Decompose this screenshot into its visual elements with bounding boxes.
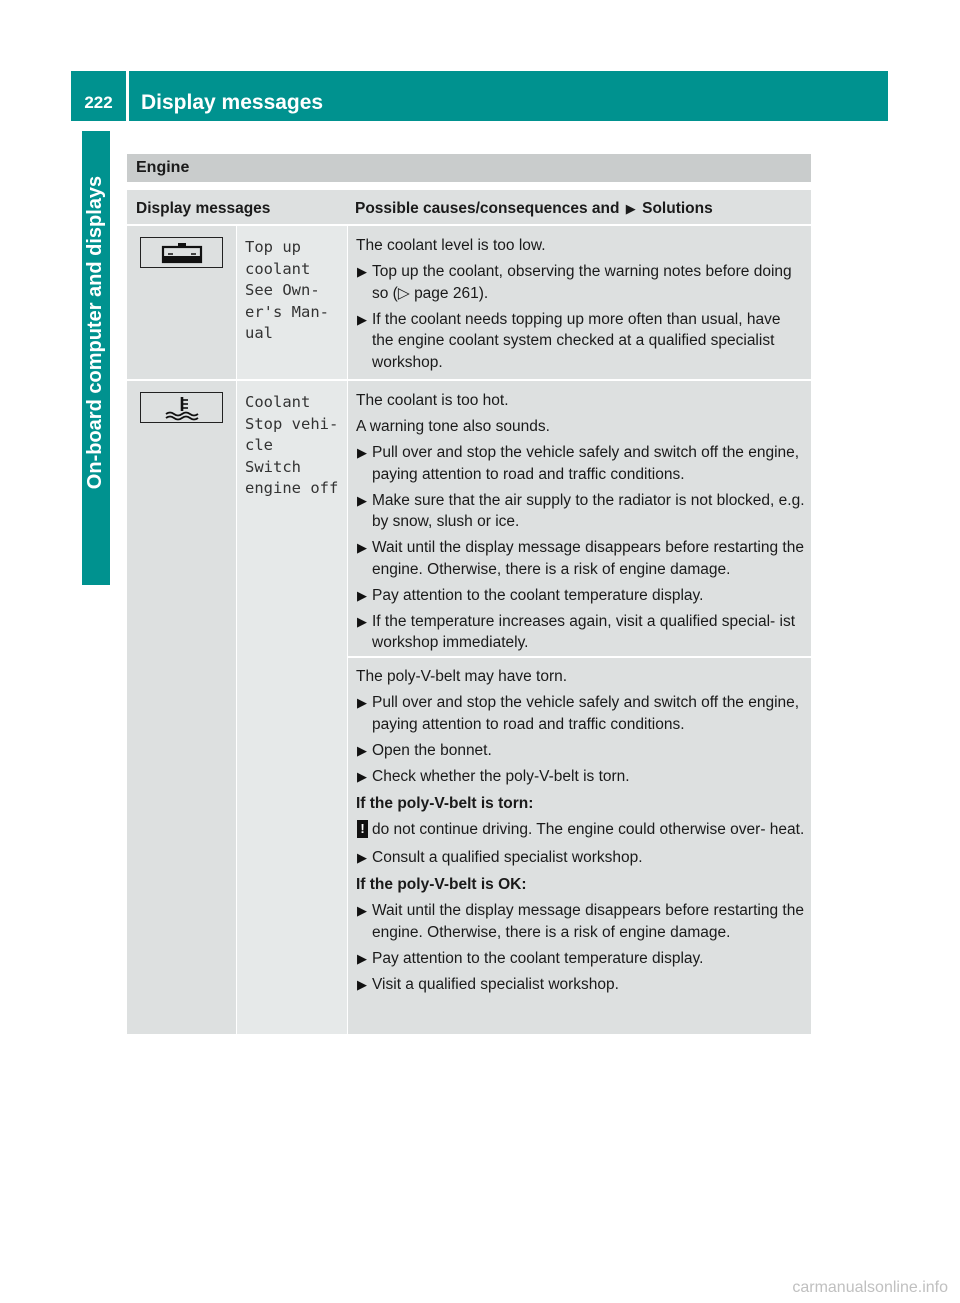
step-arrow-icon: ▶	[357, 587, 367, 603]
step-text: Pay attention to the coolant temperature display.	[372, 949, 704, 967]
step-arrow-icon: ▶	[357, 613, 367, 629]
step-arrow-icon: ▶	[357, 540, 367, 555]
condition-heading: If the poly-V-belt is OK:	[356, 876, 527, 893]
cause-text: The poly-V-belt may have torn.	[356, 668, 568, 685]
step-text: Top up the coolant, observing the warning notes before doing so (▷ page 261).	[372, 263, 792, 302]
row2-message-cell	[237, 381, 347, 1034]
list-item	[356, 692, 805, 735]
row3-solutions-cell	[348, 658, 811, 1034]
step-arrow-icon: ▶	[357, 903, 367, 918]
warning-text: do not continue driving. The engine could otherwise over‑ heat.	[372, 821, 805, 838]
step-text: Pay attention to the coolant temperature display.	[372, 586, 704, 604]
column-header-causes	[355, 200, 713, 218]
row2-solutions-cell	[348, 381, 811, 656]
row1-icon-cell	[127, 226, 236, 379]
section-title: Engine	[127, 154, 811, 182]
step-text: Wait until the display message disappears before restarting the engine. Otherwise, there is a risk of engine damage.	[372, 902, 804, 941]
cause-text: The coolant is too hot.	[356, 392, 509, 409]
list-item	[356, 974, 805, 996]
list-item	[356, 309, 805, 374]
step-text: Open the bonnet.	[372, 741, 492, 759]
list-item	[356, 948, 805, 970]
coolant-reservoir-icon	[160, 241, 204, 265]
display-message: Top up coolant See Own‑ er's Man‑ ual	[245, 238, 329, 342]
step-arrow-icon: ▶	[357, 742, 367, 758]
list-item	[356, 740, 805, 762]
display-message: Coolant Stop vehi‑ cle Switch engine off	[245, 393, 339, 497]
step-arrow-icon: ▶	[357, 950, 367, 966]
step-arrow-icon: ▶	[357, 695, 367, 710]
coolant-reservoir-icon-box	[140, 237, 223, 268]
list-item	[356, 611, 805, 654]
step-arrow-icon: ▶	[357, 849, 367, 865]
column-header-display: Display messages	[136, 200, 271, 217]
page-title: Display messages	[129, 71, 888, 121]
list-item	[356, 900, 805, 943]
row2-icon-cell	[127, 381, 236, 1034]
action-arrow-icon: ▶	[625, 201, 636, 216]
step-text: Consult a qualified specialist workshop.	[372, 848, 643, 866]
row1-message-cell	[237, 226, 347, 379]
row1-solutions-cell	[348, 226, 811, 379]
step-text: If the temperature increases again, visit a qualified special‑ ist workshop immediately.	[372, 612, 796, 651]
column-header-causes-label: Possible causes/consequences and	[355, 200, 620, 217]
warning-note	[356, 819, 805, 841]
cause-text: A warning tone also sounds.	[356, 418, 550, 435]
step-arrow-icon: ▶	[357, 976, 367, 992]
watermark-link[interactable]: carmanualsonline.info	[792, 1279, 948, 1296]
side-tab-label-wrap	[82, 131, 110, 533]
page-number: 222	[71, 71, 126, 121]
step-arrow-icon: ▶	[357, 768, 367, 784]
column-header-solutions-label: Solutions	[642, 200, 713, 217]
list-item	[356, 261, 805, 304]
step-arrow-icon: ▶	[357, 492, 367, 508]
step-text: Wait until the display message disappears before restarting the engine. Otherwise, there is a risk of engine damage.	[372, 539, 804, 578]
step-text: Make sure that the air supply to the radiator is not blocked, e.g. by snow, slush or ice.	[372, 491, 805, 530]
condition-heading: If the poly-V-belt is torn:	[356, 795, 534, 812]
list-item	[356, 442, 805, 485]
step-arrow-icon: ▶	[357, 445, 367, 460]
step-arrow-icon: ▶	[357, 311, 367, 327]
list-item	[356, 585, 805, 607]
list-item	[356, 847, 805, 869]
coolant-temperature-icon-box	[140, 392, 223, 423]
table-header	[127, 190, 811, 224]
list-item	[356, 537, 805, 580]
side-tab-label: On-board computer and displays	[84, 175, 107, 489]
step-text: If the coolant needs topping up more often than usual, have the engine coolant system checked at a qualified specialist workshop.	[372, 310, 781, 371]
step-text: Pull over and stop the vehicle safely and switch off the engine, paying attention to road and traffic conditions.	[372, 444, 800, 483]
warning-icon: !	[357, 820, 368, 838]
step-arrow-icon: ▶	[357, 264, 367, 279]
coolant-temperature-icon	[160, 395, 204, 421]
list-item	[356, 766, 805, 788]
cause-text: The coolant level is too low.	[356, 237, 546, 254]
list-item	[356, 490, 805, 533]
step-text: Visit a qualified specialist workshop.	[372, 975, 619, 993]
step-text: Check whether the poly-V-belt is torn.	[372, 767, 630, 785]
step-text: Pull over and stop the vehicle safely and switch off the engine, paying attention to road and traffic conditions.	[372, 694, 800, 733]
